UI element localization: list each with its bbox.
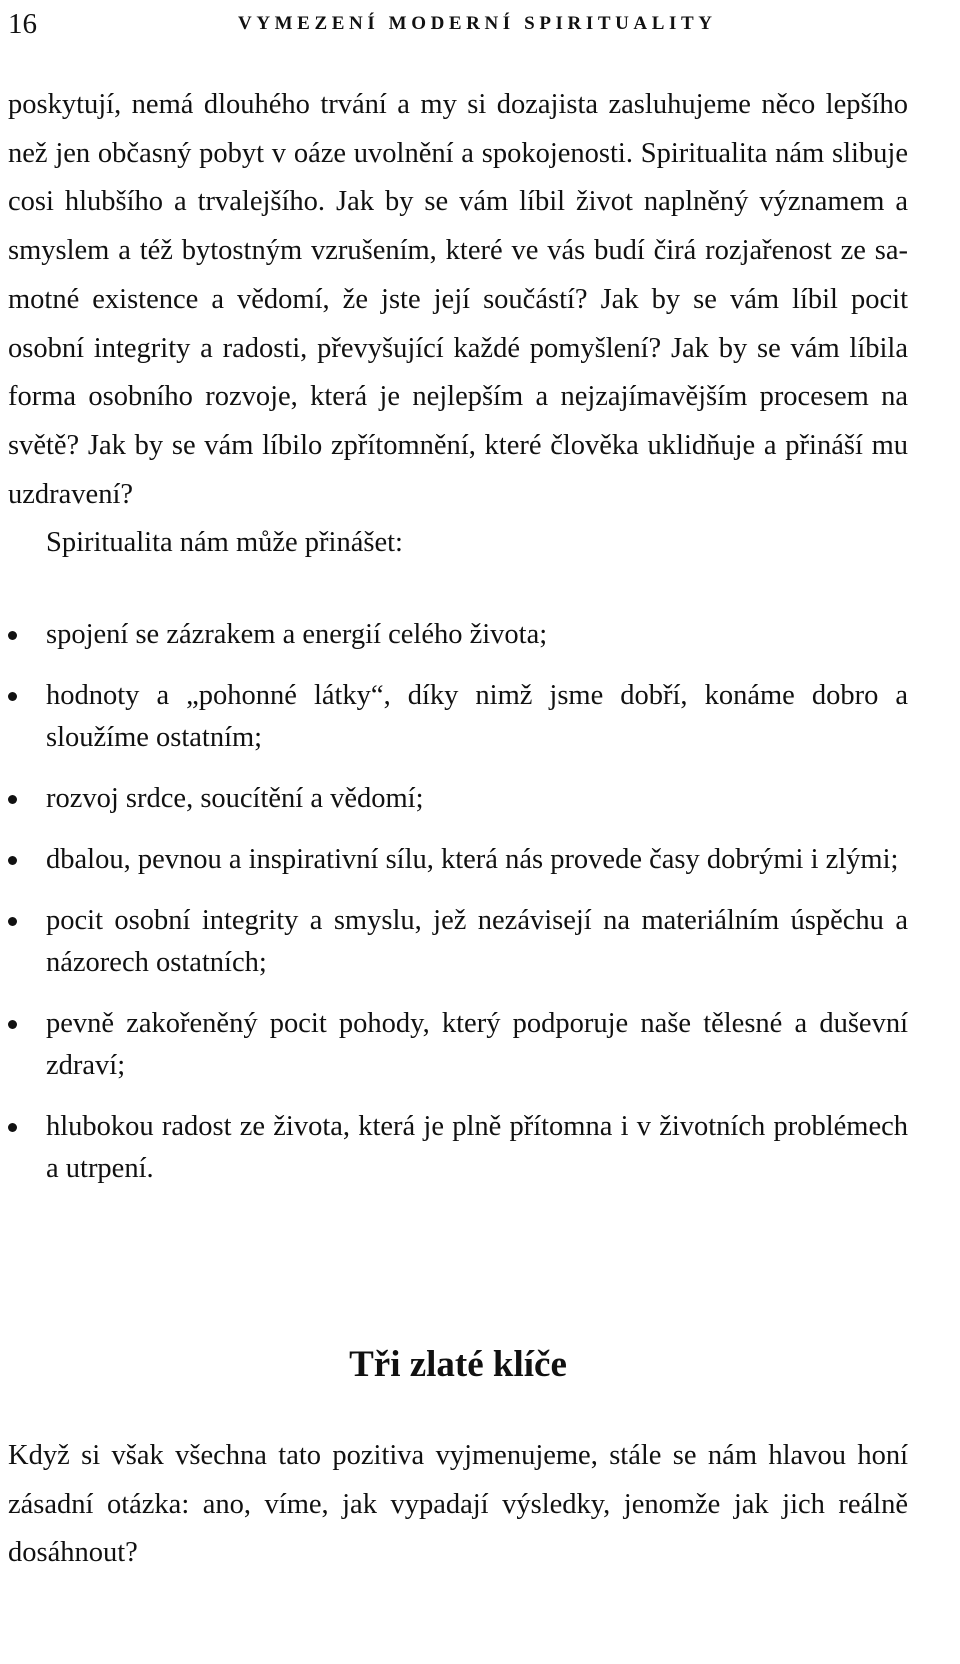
list-item [8,778,908,820]
benefits-list [8,614,908,1209]
list-item [8,614,908,656]
bullet-icon [8,1123,17,1132]
list-item-text: spojení se zázrakem a energií celého života; [46,619,548,650]
section-body [8,1432,908,1578]
list-item [8,1003,908,1087]
continuation-paragraph [8,81,908,519]
section-paragraph: Když si však všechna tato pozitiva vyjmenujeme, stále se nám hlavou honí zásadní otázka: ano, víme, jak vypadají výsledky, jenomže jak jich reálně dosáhnout? [8,1440,908,1569]
continuation-text: poskytují, nemá dlouhého trvání a my si dozajista zasluhujeme něco lepšího než jen občasný pobyt v oáze uvolnění a spokojenosti. Spiritualita nám slibuje cosi hlubšího a trvalejšího. [8,89,908,218]
list-item [8,1106,908,1190]
list-item-text: dbalou, pevnou a inspirativní sílu, která nás provede časy dobrými i zlými; [46,844,899,875]
bullet-icon [8,795,17,804]
list-item-text: pevně zakořeněný pocit pohody, který podporuje naše tělesné a duševní zdraví; [46,1008,908,1081]
bullet-icon [8,856,17,865]
list-item [8,675,908,759]
list-item-text: rozvoj srdce, soucítění a vědomí; [46,783,424,814]
bullet-icon [8,692,17,701]
list-item [8,900,908,984]
list-item-text: hodnoty a „pohonné látky“, díky nimž jsme dobří, konáme dobro a sloužíme ostatním; [46,680,908,753]
section-heading: Tři zlaté klíče [349,1344,567,1385]
intro-text [8,81,908,568]
list-item [8,839,908,881]
list-item-text: pocit osobní integrity a smyslu, jež nezávisejí na materiálním úspěchu a názorech ostatních; [46,905,908,978]
questions-text: Jak by se vám líbil život naplněný významem a smyslem a též bytostným vzrušením, které ve vás budí čirá rozjařenost ze samotné existence a vědomí, že jste její součástí? Jak by se vám líbil pocit osobní integrity a radosti, převyšující každé pomyšlení? Jak by se vám líbila forma osobního rozvoje, která je nejlepším a nejzajímavějším procesem na světě? Jak by se vám líbilo zpřítomnění, které člověka uklidňuje a přináší mu uzdravení? [8,186,908,510]
bullet-icon [8,1020,17,1029]
running-title: VYMEZENÍ MODERNÍ SPIRITUALITY [238,13,717,34]
bullet-icon [8,631,17,640]
list-lead-in: Spiritualita nám může přinášet: [46,527,403,559]
running-head [8,4,908,44]
bullet-icon [8,917,17,926]
list-item-text: hlubokou radost ze života, která je plně přítomna i v životních problémech a utrpení. [46,1111,908,1184]
page-number: 16 [8,8,37,40]
